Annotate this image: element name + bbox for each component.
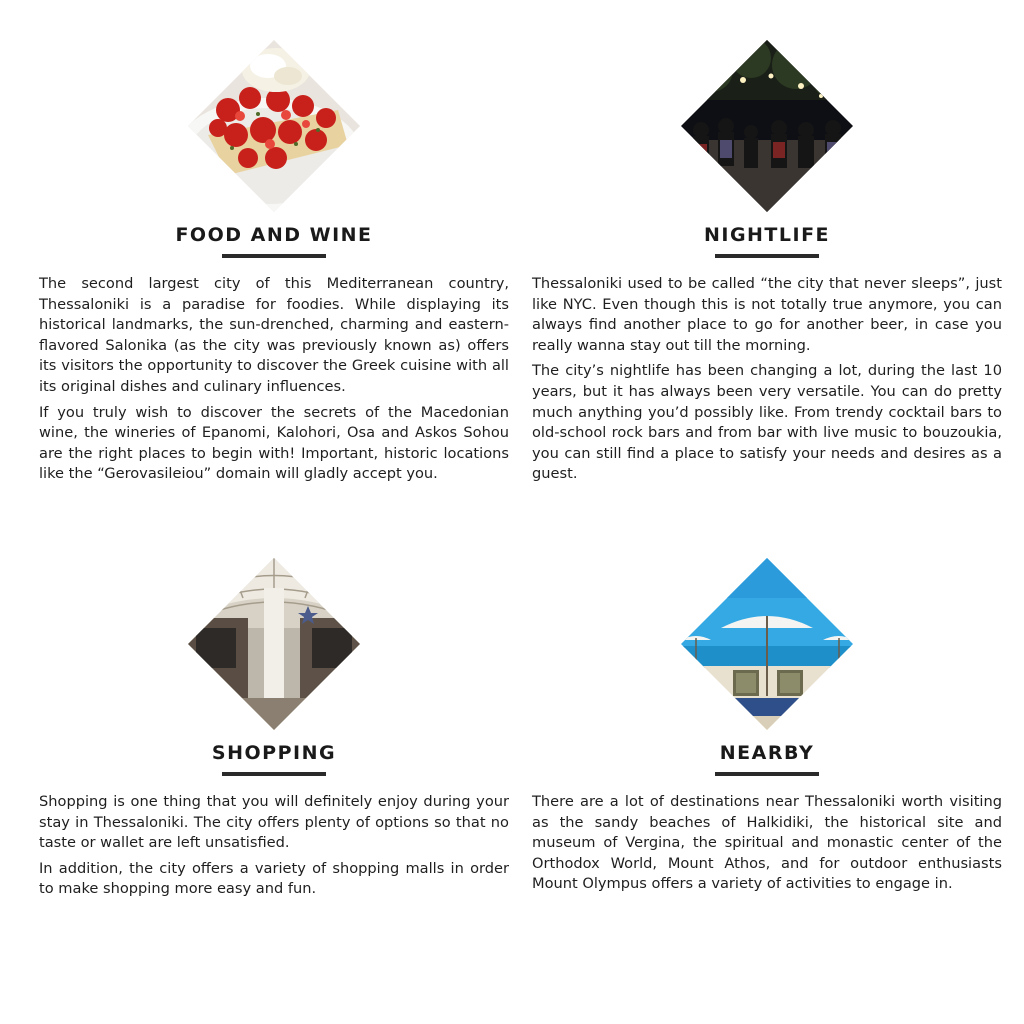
section-food-and-wine (39, 40, 509, 490)
nearby-title-underline (715, 772, 819, 776)
food-paragraph-2: If you truly wish to discover the secrets of the Macedonian wine, the wineries of Epanomi, Kalohori, Osa and Askos Sohou are the right places to begin with! Important, historic locations like the “Gerovasileiou” domain will gladly accept you. (39, 403, 509, 483)
shopping-paragraph-2: In addition, the city offers a variety of shopping malls in order to make shopping more easy and fun. (39, 859, 509, 898)
nearby-body (532, 792, 1002, 895)
nightlife-body (532, 274, 1002, 485)
section-nearby (532, 558, 1002, 900)
food-body (39, 274, 509, 485)
nightlife-photo (681, 40, 853, 212)
nightlife-heading (532, 224, 1002, 258)
shopping-title: SHOPPING (211, 742, 337, 764)
nearby-photo (681, 558, 853, 730)
shopping-photo (188, 558, 360, 730)
food-photo (188, 40, 360, 212)
nearby-title: NEARBY (719, 742, 815, 764)
shopping-body (39, 792, 509, 900)
food-paragraph-1: The second largest city of this Mediterranean country, Thessaloniki is a paradise for foodies. While displaying its historical landmarks, the sun-drenched, charming and eastern-flavored Salonika (as the city was previously known as) offers its visitors the opportunity to discover the Greek cuisine with all its original dishes and culinary influences. (39, 275, 509, 395)
nightlife-title-underline (715, 254, 819, 258)
nightlife-paragraph-1: Thessaloniki used to be called “the city that never sleeps”, just like NYC. Even though this is not totally true anymore, you can always find another place to go for another beer, in case you really wanna stay out till the morning. (532, 275, 1002, 354)
shopping-title-underline (222, 772, 326, 776)
food-title-underline (222, 254, 326, 258)
nearby-heading (532, 742, 1002, 776)
food-heading (39, 224, 509, 258)
section-nightlife (532, 40, 1002, 490)
nightlife-paragraph-2: The city’s nightlife has been changing a lot, during the last 10 years, but it has always been very versatile. You can do pretty much anything you’d possibly like. From trendy cocktail bars to old-school rock bars and from bar with live music to bouzoukia, you can still find a place to satisfy your needs and desires as a guest. (532, 362, 1002, 483)
nightlife-title: NIGHTLIFE (703, 224, 831, 246)
nearby-paragraph-1: There are a lot of destinations near Thessaloniki worth visiting as the sandy beaches of Halkidiki, the historical site and museum of Vergina, the spiritual and monastic center of the Orthodox World, Mount Athos, and for outdoor enthusiasts Mount Olympus offers a variety of activities to engage in. (532, 793, 1002, 893)
shopping-paragraph-1: Shopping is one thing that you will definitely enjoy during your stay in Thessaloniki. The city offers plenty of options so that no taste or wallet are left unsatisfied. (39, 793, 509, 852)
section-shopping (39, 558, 509, 905)
food-title: FOOD AND WINE (175, 224, 373, 246)
shopping-heading (39, 742, 509, 776)
